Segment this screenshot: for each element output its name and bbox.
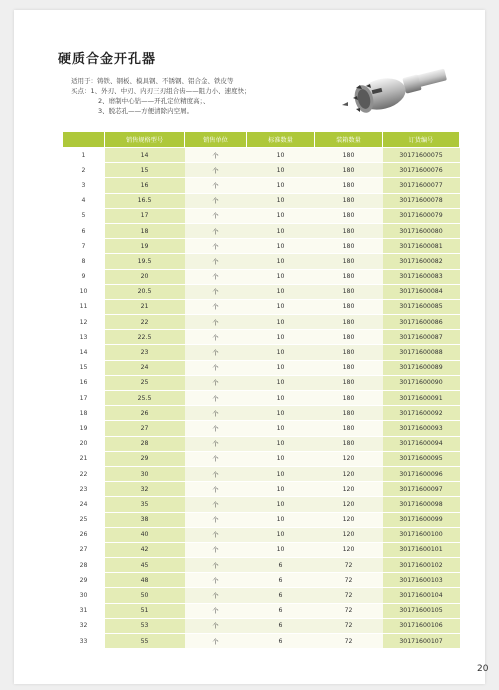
header-index [63, 132, 105, 148]
sales-unit: 个 [185, 178, 247, 193]
table-header-row [63, 132, 460, 148]
standard-qty: 6 [247, 603, 315, 618]
spec-size: 35 [105, 497, 185, 512]
row-index: 12 [63, 315, 105, 330]
sales-unit: 个 [185, 360, 247, 375]
box-qty: 180 [315, 269, 383, 284]
sales-unit: 个 [185, 497, 247, 512]
sales-unit: 个 [185, 330, 247, 345]
sales-unit: 个 [185, 512, 247, 527]
order-code: 30171600100 [383, 527, 460, 542]
sales-unit: 个 [185, 391, 247, 406]
box-qty: 180 [315, 163, 383, 178]
table-row [63, 375, 460, 390]
table-row [63, 466, 460, 481]
spec-size: 25 [105, 375, 185, 390]
order-code: 30171600076 [383, 163, 460, 178]
row-index: 8 [63, 254, 105, 269]
spec-size: 20 [105, 269, 185, 284]
standard-qty: 10 [247, 391, 315, 406]
sales-unit: 个 [185, 634, 247, 649]
table-row [63, 254, 460, 269]
table-row [63, 239, 460, 254]
table-row [63, 299, 460, 314]
row-index: 22 [63, 466, 105, 481]
standard-qty: 10 [247, 254, 315, 269]
table-row [63, 573, 460, 588]
spec-size: 16 [105, 178, 185, 193]
sales-unit: 个 [185, 208, 247, 223]
sales-unit: 个 [185, 284, 247, 299]
order-code: 30171600103 [383, 573, 460, 588]
standard-qty: 10 [247, 163, 315, 178]
standard-qty: 6 [247, 588, 315, 603]
row-index: 23 [63, 482, 105, 497]
spec-size: 18 [105, 223, 185, 238]
table-row [63, 406, 460, 421]
table-row [63, 148, 460, 163]
order-code: 30171600088 [383, 345, 460, 360]
spec-size: 48 [105, 573, 185, 588]
order-code: 30171600080 [383, 223, 460, 238]
spec-size: 28 [105, 436, 185, 451]
row-index: 1 [63, 148, 105, 163]
sales-unit: 个 [185, 254, 247, 269]
order-code: 30171600096 [383, 466, 460, 481]
standard-qty: 10 [247, 345, 315, 360]
sales-unit: 个 [185, 315, 247, 330]
standard-qty: 10 [247, 239, 315, 254]
table-row [63, 391, 460, 406]
table-row [63, 178, 460, 193]
table-row [63, 284, 460, 299]
sales-unit: 个 [185, 299, 247, 314]
standard-qty: 10 [247, 330, 315, 345]
row-index: 18 [63, 406, 105, 421]
sales-unit: 个 [185, 163, 247, 178]
row-index: 15 [63, 360, 105, 375]
box-qty: 180 [315, 193, 383, 208]
box-qty: 120 [315, 512, 383, 527]
box-qty: 180 [315, 421, 383, 436]
box-qty: 120 [315, 451, 383, 466]
table-row [63, 345, 460, 360]
spec-size: 45 [105, 558, 185, 573]
box-qty: 180 [315, 254, 383, 269]
standard-qty: 10 [247, 497, 315, 512]
order-code: 30171600101 [383, 542, 460, 557]
table-row [63, 315, 460, 330]
box-qty: 120 [315, 542, 383, 557]
order-code: 30171600102 [383, 558, 460, 573]
row-index: 5 [63, 208, 105, 223]
spec-size: 29 [105, 451, 185, 466]
sales-unit: 个 [185, 421, 247, 436]
order-code: 30171600093 [383, 421, 460, 436]
sales-unit: 个 [185, 451, 247, 466]
row-index: 28 [63, 558, 105, 573]
row-index: 21 [63, 451, 105, 466]
spec-size: 14 [105, 148, 185, 163]
row-index: 2 [63, 163, 105, 178]
standard-qty: 10 [247, 148, 315, 163]
row-index: 25 [63, 512, 105, 527]
standard-qty: 10 [247, 315, 315, 330]
table-row [63, 208, 460, 223]
standard-qty: 10 [247, 208, 315, 223]
table-row [63, 163, 460, 178]
sales-unit: 个 [185, 223, 247, 238]
sales-unit: 个 [185, 558, 247, 573]
spec-size: 25.5 [105, 391, 185, 406]
order-code: 30171600099 [383, 512, 460, 527]
spec-size: 30 [105, 466, 185, 481]
spec-size: 20.5 [105, 284, 185, 299]
sales-unit: 个 [185, 542, 247, 557]
spec-size: 16.5 [105, 193, 185, 208]
table-row [63, 603, 460, 618]
standard-qty: 6 [247, 618, 315, 633]
box-qty: 120 [315, 466, 383, 481]
table-row [63, 421, 460, 436]
sales-unit: 个 [185, 375, 247, 390]
sales-unit: 个 [185, 573, 247, 588]
spec-size: 50 [105, 588, 185, 603]
standard-qty: 10 [247, 542, 315, 557]
description-line-feature-3: 3、脱芯孔——方便清除内空屑。 [98, 107, 194, 115]
order-code: 30171600079 [383, 208, 460, 223]
table-row [63, 223, 460, 238]
row-index: 3 [63, 178, 105, 193]
sales-unit: 个 [185, 482, 247, 497]
row-index: 7 [63, 239, 105, 254]
spec-size: 32 [105, 482, 185, 497]
order-code: 30171600084 [383, 284, 460, 299]
spec-size: 42 [105, 542, 185, 557]
table-row [63, 542, 460, 557]
standard-qty: 10 [247, 299, 315, 314]
standard-qty: 10 [247, 178, 315, 193]
spec-table [62, 131, 460, 649]
standard-qty: 10 [247, 527, 315, 542]
spec-size: 22.5 [105, 330, 185, 345]
page-number: 20 [477, 664, 489, 674]
order-code: 30171600078 [383, 193, 460, 208]
row-index: 11 [63, 299, 105, 314]
table-row [63, 618, 460, 633]
sales-unit: 个 [185, 148, 247, 163]
order-code: 30171600097 [383, 482, 460, 497]
standard-qty: 6 [247, 558, 315, 573]
box-qty: 120 [315, 497, 383, 512]
description-line-feature-1: 买点：1、外刃、中刃、内刃三刃组合齿——阻力小、速度快； [71, 87, 251, 95]
order-code: 30171600104 [383, 588, 460, 603]
spec-size: 53 [105, 618, 185, 633]
order-code: 30171600086 [383, 315, 460, 330]
standard-qty: 10 [247, 406, 315, 421]
standard-qty: 10 [247, 436, 315, 451]
order-code: 30171600098 [383, 497, 460, 512]
box-qty: 180 [315, 345, 383, 360]
box-qty: 180 [315, 178, 383, 193]
order-code: 30171600091 [383, 391, 460, 406]
order-code: 30171600087 [383, 330, 460, 345]
box-qty: 120 [315, 482, 383, 497]
box-qty: 72 [315, 618, 383, 633]
table-row [63, 634, 460, 649]
table-row [63, 330, 460, 345]
header-order-code: 订货编号 [383, 132, 460, 148]
table-row [63, 360, 460, 375]
row-index: 14 [63, 345, 105, 360]
box-qty: 180 [315, 406, 383, 421]
spec-size: 51 [105, 603, 185, 618]
spec-size: 19.5 [105, 254, 185, 269]
box-qty: 72 [315, 558, 383, 573]
standard-qty: 10 [247, 482, 315, 497]
table-row [63, 436, 460, 451]
standard-qty: 10 [247, 223, 315, 238]
row-index: 13 [63, 330, 105, 345]
order-code: 30171600092 [383, 406, 460, 421]
order-code: 30171600077 [383, 178, 460, 193]
table-row [63, 588, 460, 603]
page-title: 硬质合金开孔器 [58, 52, 157, 67]
row-index: 9 [63, 269, 105, 284]
order-code: 30171600105 [383, 603, 460, 618]
standard-qty: 10 [247, 193, 315, 208]
box-qty: 180 [315, 330, 383, 345]
description-line-feature-2: 2、磨制中心钻——开孔定位精度高；、 [98, 97, 210, 105]
row-index: 6 [63, 223, 105, 238]
hole-saw-drill-bit-icon [342, 62, 457, 118]
header-spec: 销售规格型号 [105, 132, 185, 148]
order-code: 30171600107 [383, 634, 460, 649]
box-qty: 180 [315, 315, 383, 330]
table-row [63, 269, 460, 284]
box-qty: 72 [315, 634, 383, 649]
row-index: 32 [63, 618, 105, 633]
sales-unit: 个 [185, 406, 247, 421]
order-code: 30171600081 [383, 239, 460, 254]
order-code: 30171600085 [383, 299, 460, 314]
row-index: 26 [63, 527, 105, 542]
spec-size: 27 [105, 421, 185, 436]
row-index: 17 [63, 391, 105, 406]
table-row [63, 497, 460, 512]
box-qty: 180 [315, 239, 383, 254]
sales-unit: 个 [185, 193, 247, 208]
sales-unit: 个 [185, 527, 247, 542]
box-qty: 180 [315, 284, 383, 299]
catalog-page [14, 10, 489, 684]
table-row [63, 482, 460, 497]
row-index: 31 [63, 603, 105, 618]
box-qty: 180 [315, 360, 383, 375]
sales-unit: 个 [185, 345, 247, 360]
row-index: 27 [63, 542, 105, 557]
order-code: 30171600095 [383, 451, 460, 466]
header-box-qty: 装箱数量 [315, 132, 383, 148]
order-code: 30171600106 [383, 618, 460, 633]
standard-qty: 10 [247, 375, 315, 390]
header-standard-qty: 标准数量 [247, 132, 315, 148]
row-index: 24 [63, 497, 105, 512]
table-body [63, 148, 460, 649]
standard-qty: 10 [247, 284, 315, 299]
standard-qty: 10 [247, 466, 315, 481]
box-qty: 180 [315, 223, 383, 238]
spec-size: 40 [105, 527, 185, 542]
spec-size: 17 [105, 208, 185, 223]
box-qty: 72 [315, 588, 383, 603]
box-qty: 180 [315, 208, 383, 223]
sales-unit: 个 [185, 588, 247, 603]
row-index: 30 [63, 588, 105, 603]
order-code: 30171600089 [383, 360, 460, 375]
order-code: 30171600094 [383, 436, 460, 451]
spec-size: 55 [105, 634, 185, 649]
row-index: 29 [63, 573, 105, 588]
standard-qty: 10 [247, 451, 315, 466]
spec-size: 26 [105, 406, 185, 421]
spec-size: 22 [105, 315, 185, 330]
standard-qty: 10 [247, 269, 315, 284]
spec-size: 38 [105, 512, 185, 527]
row-index: 33 [63, 634, 105, 649]
table-row [63, 558, 460, 573]
box-qty: 120 [315, 527, 383, 542]
table-row [63, 512, 460, 527]
row-index: 4 [63, 193, 105, 208]
order-code: 30171600083 [383, 269, 460, 284]
standard-qty: 10 [247, 360, 315, 375]
sales-unit: 个 [185, 239, 247, 254]
order-code: 30171600090 [383, 375, 460, 390]
table-row [63, 193, 460, 208]
standard-qty: 10 [247, 421, 315, 436]
row-index: 16 [63, 375, 105, 390]
sales-unit: 个 [185, 466, 247, 481]
box-qty: 180 [315, 375, 383, 390]
spec-size: 24 [105, 360, 185, 375]
standard-qty: 10 [247, 512, 315, 527]
row-index: 10 [63, 284, 105, 299]
description-line-applicable: 适用于：铸铁、钢板、模具钢、不锈钢、铝合金、铁皮等 [71, 77, 234, 85]
sales-unit: 个 [185, 618, 247, 633]
table-row [63, 527, 460, 542]
box-qty: 180 [315, 148, 383, 163]
sales-unit: 个 [185, 269, 247, 284]
box-qty: 72 [315, 573, 383, 588]
spec-size: 21 [105, 299, 185, 314]
box-qty: 72 [315, 603, 383, 618]
spec-size: 19 [105, 239, 185, 254]
standard-qty: 6 [247, 634, 315, 649]
table-row [63, 451, 460, 466]
box-qty: 180 [315, 299, 383, 314]
sales-unit: 个 [185, 603, 247, 618]
order-code: 30171600082 [383, 254, 460, 269]
row-index: 20 [63, 436, 105, 451]
spec-size: 23 [105, 345, 185, 360]
standard-qty: 6 [247, 573, 315, 588]
sales-unit: 个 [185, 436, 247, 451]
header-unit: 销售单位 [185, 132, 247, 148]
row-index: 19 [63, 421, 105, 436]
spec-size: 15 [105, 163, 185, 178]
order-code: 30171600075 [383, 148, 460, 163]
box-qty: 180 [315, 391, 383, 406]
box-qty: 180 [315, 436, 383, 451]
